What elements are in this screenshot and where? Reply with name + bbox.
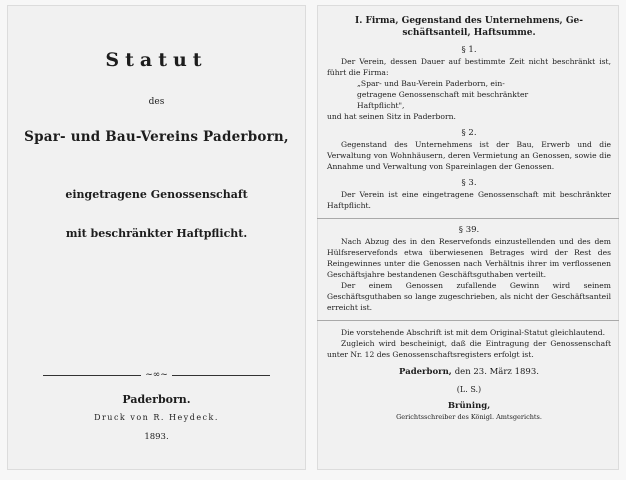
paragraph-1-text-2: und hat seinen Sitz in Paderborn. [327, 112, 456, 121]
firm-name-quote-2: getragene Genossenschaft mit beschränkter [357, 90, 529, 99]
paragraph-2-label: § 2. [461, 128, 477, 138]
paragraph-2-text: Gegenstand des Unternehmens ist der Bau, Erwerb und die Verwaltung von Wohnhäusern, deren Vermietung an Genossen, sowie die Annahme und Verwaltung von Spareinlagen der Genossen. [327, 140, 611, 171]
paragraph-3-label: § 3. [461, 178, 477, 188]
paragraph-39-text: Nach Abzug des in den Reservefonds einzustellenden und des dem Hülfsreservefonds etwa überwiesenen Betrages wird der Rest des Reingewinnes unter die Genossen nach Verhältnis ihrer im verflossenen Geschäftsjahre bestandenen Geschäftsguthaben verteilt. [327, 237, 611, 279]
date-line [327, 366, 611, 378]
section-heading-line-2: schäftsanteil, Haftsumme. [402, 28, 536, 38]
signer-name: Brüning, [447, 401, 491, 411]
date-value: den 23. März 1893. [454, 367, 539, 377]
paragraph-39-text-2: Der einem Genossen zufallende Gewinn wird seinem Geschäftsguthaben so lange zugeschrieben, als nicht der Geschäftsanteil erreicht ist. [327, 281, 611, 312]
cover-title: Statut [105, 49, 208, 71]
firm-name-quote-3: Haftpflicht", [357, 101, 405, 110]
signer-title: Gerichtsschreiber des Königl. Amtsgerichts. [396, 413, 542, 421]
cover-registered-line: eingetragene Genossenschaft [65, 188, 248, 201]
certification-text: Die vorstehende Abschrift ist mit dem Original-Statut gleichlautend. [341, 328, 606, 337]
firm-name-quote-1: „Spar- und Bau-Verein Paderborn, ein- [357, 79, 505, 88]
paragraph-1-label: § 1. [461, 45, 477, 55]
cover-city: Paderborn. [122, 393, 191, 406]
section-heading-line-1: I. Firma, Gegenstand des Unternehmens, Ge- [355, 16, 583, 26]
cover-year: 1893. [144, 432, 169, 442]
certification-text-2: Zugleich wird bescheinigt, daß die Eintragung der Genossenschaft unter Nr. 12 des Genossenschaftsregisters erfolgt ist. [327, 339, 611, 359]
section-divider [317, 320, 619, 321]
section-heading [327, 15, 611, 39]
paragraph-3-text: Der Verein ist eine eingetragene Genossenschaft mit beschränkter Haftpflicht. [327, 190, 611, 210]
paragraph-1-text: Der Verein, dessen Dauer auf bestimmte Zeit nicht beschränkt ist, führt die Firma: [327, 57, 611, 77]
cover-page [7, 5, 306, 470]
section-divider [317, 218, 619, 219]
cover-liability-line: mit beschränkter Haftpflicht. [65, 227, 248, 240]
seal-mark: (L. S.) [456, 385, 482, 394]
paragraph-39-label: § 39. [458, 225, 480, 235]
date-city: Paderborn, [399, 367, 452, 377]
cover-association-name: Spar- und Bau-Vereins Paderborn, [24, 129, 289, 145]
statute-page [317, 5, 619, 470]
ornament-icon: ~∞~ [7, 369, 306, 381]
cover-printer: Druck von R. Heydeck. [94, 413, 219, 422]
cover-des: des [148, 97, 165, 107]
